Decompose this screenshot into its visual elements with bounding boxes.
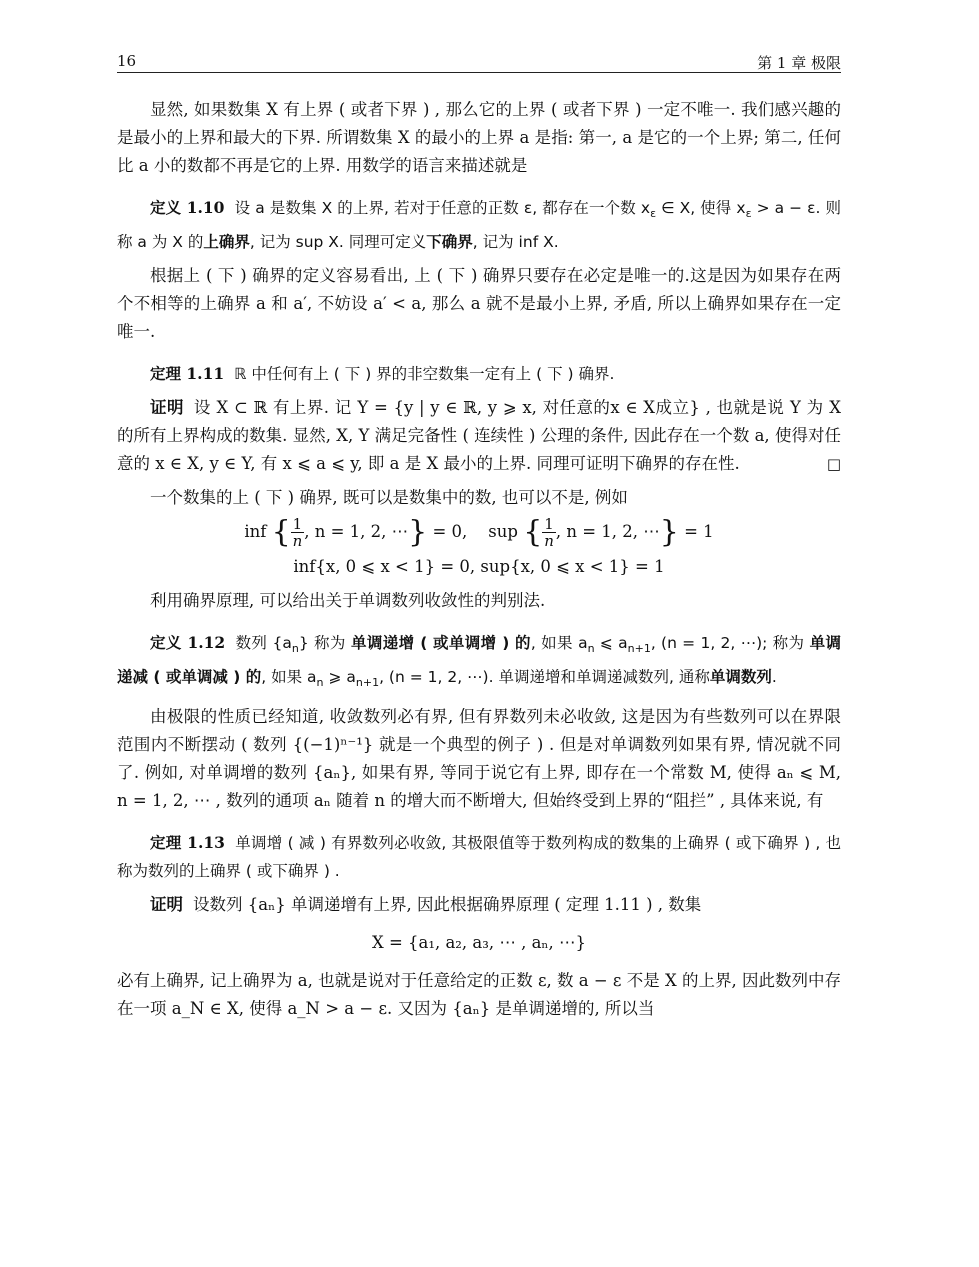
text-run: , (n = 1, 2, ⋯); 称为 <box>650 634 810 653</box>
text-run: > a − ε. 则称 a 为 X 的 <box>117 199 841 252</box>
subscript: n <box>316 676 324 690</box>
term-monotone: 单调数列 <box>709 668 772 687</box>
text-run: ⩾ a <box>323 668 356 687</box>
result: = 1 <box>678 522 714 542</box>
fraction <box>542 516 556 549</box>
text-run: , 如果 a <box>261 668 317 687</box>
proof-text: 设数列 {aₙ} 单调递增有上界, 因此根据确界原理 ( 定理 1.11 ) , 数集 <box>193 895 702 915</box>
condition: , n = 1, 2, ⋯ <box>555 522 660 542</box>
subscript: n <box>587 642 595 656</box>
fraction <box>291 516 305 549</box>
right-brace: } <box>659 514 679 550</box>
theorem-label: 定理 1.13 <box>150 833 225 853</box>
text-run: 设 a 是数集 X 的上界, 若对于任意的正数 ε, 都存在一个数 x <box>234 199 651 217</box>
denominator: n <box>292 532 303 551</box>
text-run: , 记为 sup X. 同理可定义 <box>249 233 427 252</box>
theorem-1-11 <box>117 360 841 388</box>
inf-operator: inf <box>244 522 267 542</box>
page-header <box>117 48 841 73</box>
paragraph: 由极限的性质已经知道, 收敛数列必有界, 但有界数列未必收敛, 这是因为有些数列可以在界限范围内不断摆动 ( 数列 {(−1)ⁿ⁻¹} 就是一个典型的例子 ) . 但是对单调数列如果有界, 情况就不同了. 例如, 对单调增的数列 {aₙ}, 如果有界, 等同于说它有上界, 即存在一个常数 M, 使得 aₙ ⩽ M, n = 1, 2, ⋯ , 数列的通项 aₙ 随着 n 的增大而不断增大, 但始终受到上界的“阻拦” , 具体来说, 有 <box>117 707 841 811</box>
theorem-1-13 <box>117 829 841 885</box>
definition-1-10 <box>117 194 841 256</box>
chapter-title: 第 1 章 极限 <box>757 54 841 72</box>
text-run: ⩽ a <box>594 634 628 653</box>
text-run: , 如果 a <box>530 634 588 653</box>
theorem-label: 定理 1.11 <box>150 364 225 384</box>
proof <box>117 891 841 919</box>
numerator: 1 <box>544 515 554 534</box>
numerator: 1 <box>292 515 303 534</box>
text-run: 数列 {a <box>235 634 292 653</box>
sup-operator: sup <box>488 522 518 542</box>
term-sup: 上确界 <box>203 233 250 252</box>
subscript: ε <box>650 207 657 221</box>
paragraph: 显然, 如果数集 X 有上界 ( 或者下界 ) , 那么它的上界 ( 或者下界 ) 一定不唯一. 我们感兴趣的是最小的上界和最大的下界. 所谓数集 X 的最小的上界 a 是指: 第一, a 是它的一个上界; 第二, 任何比 a 小的数都不再是它的上界. 用数学的语言来描述就是 <box>117 100 841 175</box>
theorem-text: ℝ 中任何有上 ( 下 ) 界的非空数集一定有上 ( 下 ) 确界. <box>234 365 615 384</box>
text-run: ∈ X, 使得 x <box>656 199 746 217</box>
proof-label: 证明 <box>150 398 184 418</box>
text-run: . <box>771 668 777 687</box>
qed-symbol: □ <box>826 455 841 474</box>
equation-3: X = {a₁, a₂, a₃, ⋯ , aₙ, ⋯} <box>371 933 587 953</box>
result: = 0, <box>427 522 468 542</box>
definition-label: 定义 1.10 <box>150 198 225 217</box>
text-run: , 记为 inf X. <box>472 233 559 252</box>
paragraph: 必有上确界, 记上确界为 a, 也就是说对于任意给定的正数 ε, 数 a − ε 不是 X 的上界, 因此数列中存在一项 a_N ∈ X, 使得 a_N > a − ε. 又因为 {aₙ} 是单调递增的, 所以当 <box>117 971 841 1019</box>
paragraph: 根据上 ( 下 ) 确界的定义容易看出, 上 ( 下 ) 确界只要存在必定是唯一的.这是因为如果存在两个不相等的上确界 a 和 a′, 不妨设 a′ < a, 那么 a 就不是最小上界, 矛盾, 所以上确界如果存在一定唯一. <box>117 266 841 342</box>
left-brace: { <box>271 514 291 550</box>
page-body <box>117 96 841 1023</box>
subscript: n+1 <box>627 642 651 656</box>
text-run: } 称为 <box>298 634 352 653</box>
equation-1 <box>117 516 841 549</box>
condition: , n = 1, 2, ⋯ <box>304 522 409 542</box>
definition-label: 定义 1.12 <box>150 633 226 653</box>
proof-text: 设 X ⊂ ℝ 有上界. 记 Y = {y | y ∈ ℝ, y ⩾ x, 对任意的x ∈ X成立} , 也就是说 Y 为 X 的所有上界构成的数集. 显然, X, Y 满足完备性 ( 连续性 ) 公理的条件, 因此存在一个数 a, 使得对任意的 x ∈ X, y ∈ Y, 有 x ⩽ a ⩽ y, 即 a 是 X 最小的上界. 同理可证明下确界的存在性. <box>117 398 841 474</box>
subscript: n+1 <box>355 676 380 690</box>
proof <box>117 394 841 478</box>
denominator: n <box>544 532 554 551</box>
theorem-text: 单调增 ( 减 ) 有界数列必收敛, 其极限值等于数列构成的数集的上确界 ( 或下确界 ) , 也称为数列的上确界 ( 或下确界 ) . <box>117 834 841 881</box>
proof-label: 证明 <box>150 895 183 915</box>
paragraph: 一个数集的上 ( 下 ) 确界, 既可以是数集中的数, 也可以不是, 例如 <box>150 488 628 508</box>
left-brace: { <box>523 514 543 550</box>
subscript: n <box>291 642 299 656</box>
term-increasing: 单调递增 ( 或单调增 ) 的 <box>351 634 531 653</box>
subscript: ε <box>745 207 752 221</box>
definition-1-12 <box>117 629 841 697</box>
page-number: 16 <box>117 52 137 70</box>
text-run: , (n = 1, 2, ⋯). 单调递增和单调递减数列, 通称 <box>379 668 710 687</box>
term-decreasing: 单调递减 ( 或单调减 ) 的 <box>117 634 841 687</box>
paragraph: 利用确界原理, 可以给出关于单调数列收敛性的判别法. <box>150 591 546 611</box>
term-inf: 下确界 <box>426 233 473 252</box>
right-brace: } <box>408 514 428 550</box>
equation-2: inf{x, 0 ⩽ x < 1} = 0, sup{x, 0 ⩽ x < 1} = 1 <box>293 557 665 577</box>
